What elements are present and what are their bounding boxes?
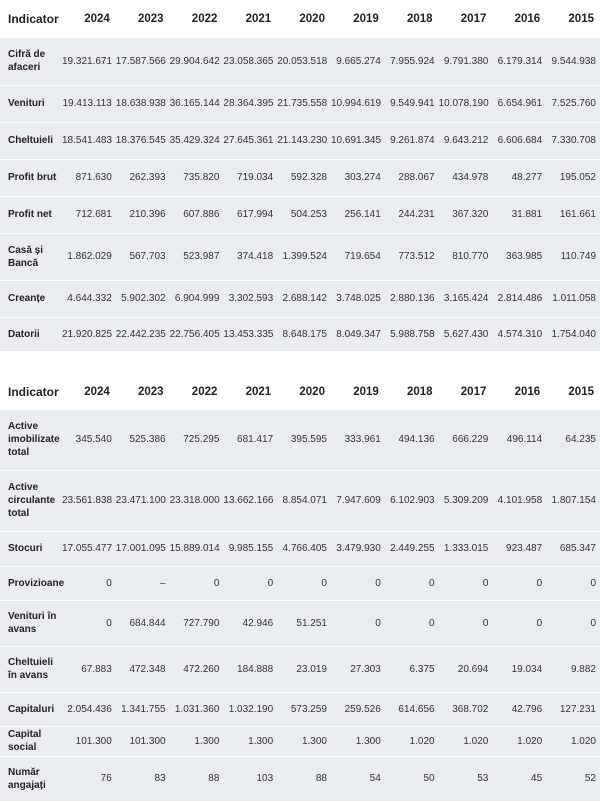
value-cell: 23.561.838 (62, 495, 113, 506)
value-cell: 363.985 (506, 251, 543, 262)
value-cell: 288.067 (398, 172, 435, 183)
value-cell: 525.386 (129, 434, 166, 446)
value-cell: 0 (267, 577, 274, 589)
value-cell: 0 (375, 617, 381, 629)
value-cell: 17.587.566 (115, 55, 166, 67)
financial-indicators-table (0, 0, 600, 352)
value-cell: 494.136 (398, 434, 435, 446)
value-cell: 685.347 (559, 543, 596, 554)
value-cell: 0 (482, 577, 489, 589)
value-cell: 4.644.332 (67, 293, 112, 304)
value-cell: 21.143.230 (277, 135, 328, 146)
table-row (0, 726, 600, 756)
value-cell: 1.300 (194, 735, 220, 747)
value-cell: 617.994 (237, 209, 274, 220)
value-cell: 0 (590, 577, 596, 589)
value-cell: 1.020 (409, 735, 435, 747)
value-cell: 18.638.938 (115, 98, 166, 109)
row-label: Cheltuieli în avans (8, 657, 54, 681)
value-cell: 83 (154, 773, 166, 784)
value-cell: 727.790 (183, 617, 220, 629)
value-cell: 6.102.903 (390, 495, 435, 506)
table-row (0, 122, 600, 159)
value-cell: 684.844 (129, 617, 166, 629)
table-row (0, 410, 600, 470)
value-cell: 303.274 (344, 172, 381, 183)
value-cell: 472.348 (129, 663, 166, 675)
value-cell: 27.303 (350, 663, 381, 675)
value-cell: 9.643.212 (443, 135, 489, 146)
header-cell: 2021 (245, 12, 272, 25)
value-cell: 18.376.545 (115, 135, 166, 146)
value-cell: 1.807.154 (551, 495, 596, 506)
table-row (0, 85, 600, 122)
value-cell: 19.034 (511, 663, 543, 675)
row-label: Capitaluri (8, 703, 55, 715)
value-cell: 1.862.029 (67, 251, 112, 262)
value-cell: 5.902.302 (121, 293, 166, 304)
value-cell: 573.259 (290, 703, 327, 715)
header-cell: 2015 (568, 12, 594, 25)
value-cell: 17.001.095 (115, 543, 166, 554)
value-cell: 614.656 (398, 703, 435, 715)
value-cell: 923.487 (506, 543, 543, 554)
value-cell: 48.277 (511, 172, 543, 183)
row-label: Provizioane (8, 577, 65, 589)
value-cell: 1.020 (570, 735, 596, 747)
header-cell: 2024 (84, 12, 110, 25)
value-cell: 21.735.558 (277, 98, 328, 109)
row-label: Active imobilizate total (8, 421, 60, 459)
value-cell: 0 (106, 577, 112, 589)
value-cell: 0 (429, 577, 435, 589)
value-cell: 735.820 (183, 172, 220, 183)
value-cell: 1.341.755 (121, 703, 166, 715)
value-cell: 472.260 (183, 663, 220, 675)
value-cell: 22.442.235 (115, 328, 166, 340)
table-row (0, 646, 600, 692)
value-cell: 35.429.324 (169, 135, 220, 146)
value-cell: 15.889.014 (169, 543, 220, 554)
value-cell: 592.328 (290, 172, 327, 183)
value-cell: 23.019 (296, 663, 327, 675)
header-cell: 2020 (299, 12, 325, 25)
value-cell: 54 (369, 773, 381, 784)
value-cell: 67.883 (81, 663, 112, 675)
row-label: Active circulante total (8, 482, 56, 519)
value-cell: 19.413.113 (62, 98, 112, 109)
value-cell: 42.796 (511, 703, 543, 715)
value-cell: 28.364.395 (223, 98, 274, 109)
value-cell: 53 (477, 773, 489, 784)
header-cell: Indicator (8, 384, 59, 399)
value-cell: 161.661 (559, 209, 596, 220)
value-cell: 333.961 (344, 434, 381, 446)
balance-indicators-table (0, 374, 600, 802)
table-row (0, 531, 600, 566)
value-cell: 1.011.058 (552, 293, 596, 304)
value-cell: 8.854.071 (282, 495, 327, 506)
value-cell: 103 (256, 773, 274, 784)
table-row (0, 756, 600, 801)
header-cell: 2024 (84, 385, 110, 398)
value-cell: 9.549.941 (390, 98, 435, 109)
value-cell: 1.399.524 (282, 251, 327, 262)
value-cell: 0 (482, 617, 489, 629)
value-cell: 101.300 (129, 735, 166, 747)
table-row (0, 566, 600, 600)
value-cell: 496.114 (506, 434, 543, 446)
value-cell: 195.052 (559, 172, 596, 183)
value-cell: 6.179.314 (497, 55, 543, 67)
value-cell: 1.032.190 (228, 703, 274, 715)
table-row (0, 38, 600, 85)
value-cell: 18.541.483 (62, 135, 113, 146)
value-cell: 1.020 (463, 735, 489, 747)
value-cell: 101.300 (75, 735, 112, 747)
value-cell: 1.300 (355, 735, 381, 747)
value-cell: 23.318.000 (169, 495, 220, 506)
table-row (0, 196, 600, 233)
value-cell: 6.606.684 (497, 135, 543, 146)
row-label: Datorii (8, 328, 40, 340)
value-cell: 0 (536, 617, 543, 629)
value-cell: 51.251 (296, 617, 327, 629)
value-cell: 8.049.347 (336, 328, 381, 340)
value-cell: 244.231 (398, 209, 435, 220)
value-cell: 13.453.335 (223, 328, 274, 340)
row-label: Profit net (8, 209, 52, 220)
value-cell: 523.987 (183, 251, 220, 262)
header-cell: 2016 (514, 385, 541, 398)
value-cell: 210.396 (129, 209, 166, 220)
value-cell: 9.665.274 (336, 55, 381, 67)
value-cell: 42.946 (242, 617, 274, 629)
value-cell: 2.880.136 (390, 293, 435, 304)
value-cell: 367.320 (452, 209, 489, 220)
value-cell: 0 (106, 617, 112, 629)
value-cell: 0 (536, 577, 543, 589)
value-cell: 719.654 (344, 251, 381, 262)
value-cell: 20.694 (457, 663, 489, 675)
value-cell: 1.333.015 (443, 543, 489, 554)
table-row (0, 159, 600, 196)
value-cell: 345.540 (75, 434, 112, 446)
value-cell: 4.766.405 (282, 543, 327, 554)
table-row (0, 692, 600, 726)
value-cell: 45 (531, 773, 543, 784)
value-cell: 7.955.924 (390, 55, 435, 67)
row-label: Venituri (8, 98, 45, 109)
value-cell: 36.165.144 (169, 98, 220, 109)
value-cell: 2.054.436 (67, 703, 112, 715)
value-cell: 3.748.025 (336, 293, 381, 304)
value-cell: 64.235 (565, 434, 596, 446)
value-cell: 3.479.930 (336, 543, 381, 554)
header-cell: 2023 (138, 12, 164, 25)
value-cell: 10.994.619 (330, 98, 382, 109)
value-cell: 3.302.593 (228, 293, 274, 304)
value-cell: 10.078.190 (438, 98, 489, 109)
value-cell: 27.645.361 (223, 135, 274, 146)
row-label: Venituri în avans (8, 611, 57, 635)
value-cell: 17.055.477 (62, 543, 113, 554)
value-cell: 23.058.365 (223, 55, 274, 67)
value-cell: 374.418 (237, 251, 274, 262)
header-cell: 2019 (353, 12, 379, 25)
row-label: Profit brut (8, 172, 57, 183)
value-cell: 23.471.100 (115, 495, 166, 506)
row-label: Cifră de afaceri (8, 49, 46, 74)
value-cell: 127.231 (559, 703, 596, 715)
value-cell: 0 (590, 617, 596, 629)
value-cell: 1.300 (301, 735, 327, 747)
value-cell: 76 (100, 773, 112, 784)
value-cell: 262.393 (129, 172, 166, 183)
header-cell: 2017 (460, 385, 487, 398)
value-cell: 4.101.958 (497, 495, 543, 506)
value-cell: 256.141 (344, 209, 381, 220)
table-row (0, 317, 600, 351)
header-cell: 2019 (353, 385, 379, 398)
value-cell: 9.985.155 (228, 543, 274, 554)
value-cell: 810.770 (452, 251, 489, 262)
value-cell: 0 (375, 577, 381, 589)
value-cell: 9.882 (570, 663, 596, 675)
header-cell: 2015 (568, 385, 594, 398)
value-cell: 1.031.360 (174, 703, 220, 715)
value-cell: 725.295 (183, 434, 220, 446)
value-cell: 10.691.345 (330, 135, 382, 146)
value-cell: 719.034 (237, 172, 274, 183)
value-cell: 9.791.380 (443, 55, 489, 67)
value-cell: 773.512 (398, 251, 435, 262)
value-cell: 13.662.166 (223, 495, 274, 506)
value-cell: 7.330.708 (551, 135, 596, 146)
value-cell: 88 (208, 773, 220, 784)
row-label: Capital social (8, 729, 42, 753)
value-cell: 871.630 (75, 172, 112, 183)
value-cell: 8.648.175 (282, 328, 327, 340)
header-cell: 2017 (460, 12, 487, 25)
value-cell: 29.904.642 (169, 55, 220, 67)
value-cell: 5.988.758 (390, 328, 435, 340)
value-cell: 2.449.255 (390, 543, 435, 554)
value-cell: 368.702 (452, 703, 489, 715)
value-cell: 1.300 (248, 735, 274, 747)
value-cell: 20.053.518 (277, 55, 328, 67)
value-cell: 88 (315, 773, 327, 784)
value-cell: 0 (213, 577, 220, 589)
value-cell: 2.688.142 (282, 293, 327, 304)
value-cell: – (160, 577, 166, 589)
value-cell: 6.904.999 (174, 293, 220, 304)
header-cell: 2023 (138, 385, 164, 398)
value-cell: 434.978 (452, 172, 489, 183)
value-cell: 0 (429, 617, 435, 629)
value-cell: 1.754.040 (551, 328, 596, 340)
value-cell: 567.703 (129, 251, 166, 262)
row-label: Casă și Bancă (8, 244, 44, 269)
header-cell: 2022 (191, 12, 218, 25)
row-label: Creanțe (8, 293, 46, 304)
value-cell: 504.253 (290, 209, 327, 220)
header-cell: 2018 (406, 12, 433, 25)
value-cell: 184.888 (237, 663, 274, 675)
value-cell: 395.595 (290, 434, 327, 446)
value-cell: 0 (321, 577, 327, 589)
value-cell: 52 (584, 773, 596, 784)
header-cell: 2018 (406, 385, 433, 398)
table-row (0, 233, 600, 280)
value-cell: 3.165.424 (443, 293, 489, 304)
value-cell: 50 (423, 773, 435, 784)
value-cell: 9.261.874 (390, 135, 435, 146)
value-cell: 2.814.486 (497, 293, 543, 304)
table-row (0, 470, 600, 531)
value-cell: 31.881 (511, 209, 543, 220)
row-label: Număr angajați (8, 766, 46, 791)
header-cell: Indicator (8, 11, 59, 26)
value-cell: 259.526 (344, 703, 381, 715)
header-cell: 2020 (299, 385, 325, 398)
value-cell: 712.681 (75, 209, 112, 220)
header-row (0, 374, 600, 410)
row-label: Cheltuieli (8, 135, 54, 146)
value-cell: 1.020 (517, 735, 543, 747)
value-cell: 19.321.671 (62, 55, 113, 67)
row-label: Stocuri (8, 543, 43, 554)
table-row (0, 280, 600, 317)
value-cell: 6.375 (409, 663, 435, 675)
value-cell: 9.544.938 (551, 55, 596, 67)
header-row (0, 0, 600, 38)
value-cell: 22.756.405 (169, 328, 220, 340)
value-cell: 7.947.609 (336, 495, 381, 506)
value-cell: 607.886 (183, 209, 220, 220)
value-cell: 681.417 (237, 434, 274, 446)
value-cell: 5.627.430 (443, 328, 489, 340)
value-cell: 5.309.209 (443, 495, 489, 506)
value-cell: 4.574.310 (497, 328, 543, 340)
value-cell: 7.525.760 (551, 98, 596, 109)
header-cell: 2022 (191, 385, 218, 398)
table-row (0, 600, 600, 646)
value-cell: 21.920.825 (62, 328, 113, 340)
header-cell: 2016 (514, 12, 541, 25)
value-cell: 6.654.961 (497, 98, 543, 109)
value-cell: 110.749 (560, 251, 596, 262)
value-cell: 666.229 (452, 434, 489, 446)
header-cell: 2021 (245, 385, 272, 398)
